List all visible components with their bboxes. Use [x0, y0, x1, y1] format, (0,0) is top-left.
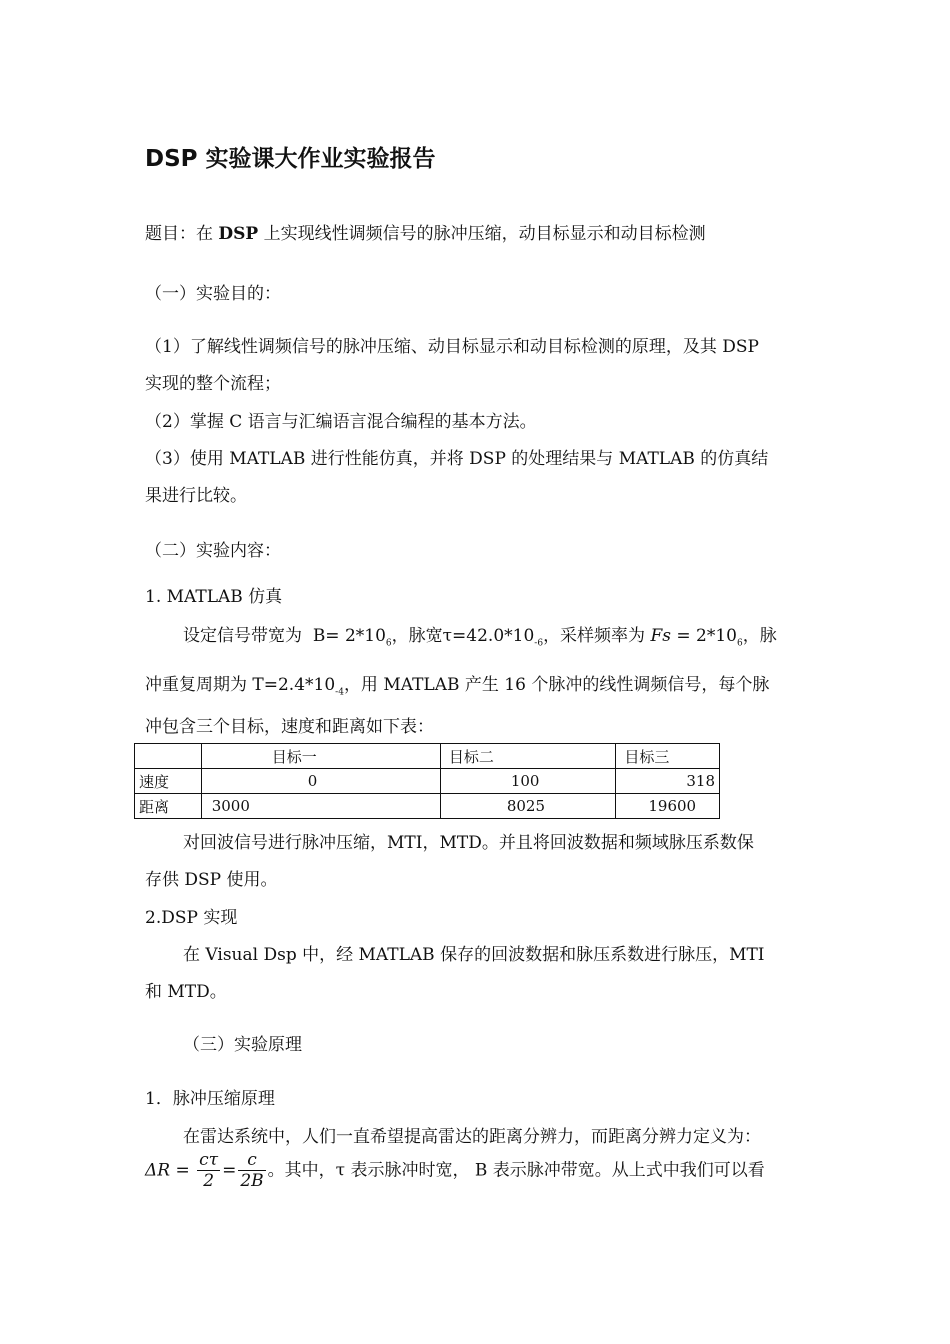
content-para3-line2: 和 MTD。	[145, 982, 227, 1002]
topic-prefix: 题目：在	[145, 224, 219, 244]
dsp-subheading: 2.DSP 实现	[145, 908, 238, 928]
content-para2-line1: 对回波信号进行脉冲压缩，MTI，MTD。并且将回波数据和频域脉压系数保	[183, 833, 754, 853]
table-header-row	[135, 744, 720, 769]
text: ，采样频率为	[543, 626, 646, 646]
exponent: 6	[385, 638, 392, 649]
aim-item3-line2: 果进行比较。	[145, 486, 247, 506]
text: = 2*10	[671, 626, 737, 646]
aim-item2: （2）掌握 C 语言与汇编语言混合编程的基本方法。	[145, 412, 537, 432]
aim-item1-line2: 实现的整个流程；	[145, 374, 281, 394]
section3-heading: （三）实验原理	[183, 1035, 302, 1055]
matlab-subheading: 1. MATLAB 仿真	[145, 587, 283, 607]
section2-heading: （二）实验内容：	[145, 541, 281, 561]
table-cell: 318	[616, 769, 720, 794]
exponent: 6	[737, 638, 743, 649]
content-para3-line1: 在 Visual Dsp 中，经 MATLAB 保存的回波数据和脉压系数进行脉压，MTI	[183, 945, 765, 965]
table-cell: 3000	[201, 794, 440, 819]
table-cell: 速度	[135, 769, 202, 794]
numerator: cτ	[199, 1150, 219, 1170]
table-cell: 目标三	[616, 744, 720, 769]
exponent: -4	[335, 687, 344, 698]
principle-para2: 。其中，τ 表示脉冲时宽， B 表示脉冲带宽。从上式中我们可以看	[267, 1160, 765, 1181]
topic-suffix: 上实现线性调频信号的脉冲压缩，动目标显示和动目标检测	[258, 224, 706, 244]
table-cell: 0	[201, 769, 440, 794]
exponent: -6	[534, 638, 544, 649]
text: 冲重复周期为 T=2.4*10	[145, 675, 336, 695]
content-para1-line3: 冲包含三个目标，速度和距离如下表：	[145, 717, 434, 737]
target-table	[134, 743, 720, 819]
content-para1-line2	[145, 670, 769, 697]
table-cell: 100	[440, 769, 616, 794]
pulse-compression-subheading: 1．脉冲压缩原理	[145, 1089, 275, 1109]
content-para1-line1	[183, 621, 777, 648]
text: ，脉宽τ=42.0*10	[391, 626, 535, 646]
aim-item1-line1: （1）了解线性调频信号的脉冲压缩、动目标显示和动目标检测的原理，及其 DSP	[145, 337, 759, 357]
content-para2-line2: 存供 DSP 使用。	[145, 870, 278, 890]
text: 设定信号带宽为	[183, 626, 302, 646]
resolution-formula-line	[145, 1150, 765, 1192]
table-cell: 8025	[440, 794, 616, 819]
text: ，脉	[742, 626, 777, 646]
table-cell: 19600	[616, 794, 720, 819]
formula-lhs: ΔR =	[145, 1160, 190, 1181]
table-cell: 目标二	[440, 744, 616, 769]
principle-para1: 在雷达系统中，人们一直希望提高雷达的距离分辨力，而距离分辨力定义为：	[183, 1127, 761, 1147]
aim-item3-line1: （3）使用 MATLAB 进行性能仿真，并将 DSP 的处理结果与 MATLAB 的仿真结	[145, 449, 769, 469]
topic-line	[145, 219, 706, 244]
table-cell: 距离	[135, 794, 202, 819]
fraction	[238, 1150, 265, 1192]
topic-bold: DSP	[218, 224, 259, 244]
equals-sign: =	[222, 1160, 237, 1181]
table-cell: 目标一	[201, 744, 440, 769]
denominator: 2B	[240, 1171, 264, 1192]
table-cell	[135, 744, 202, 769]
text: ，用 MATLAB 产生 16 个脉冲的线性调频信号，每个脉	[343, 675, 770, 695]
page-title: DSP 实验课大作业实验报告	[145, 146, 436, 172]
section1-heading: （一）实验目的：	[145, 284, 281, 304]
table-row	[135, 794, 720, 819]
symbol: Fs	[650, 626, 671, 646]
table-row	[135, 769, 720, 794]
denominator: 2	[203, 1171, 215, 1192]
numerator: c	[238, 1150, 265, 1171]
fraction	[197, 1150, 220, 1192]
text: B= 2*10	[312, 626, 386, 646]
